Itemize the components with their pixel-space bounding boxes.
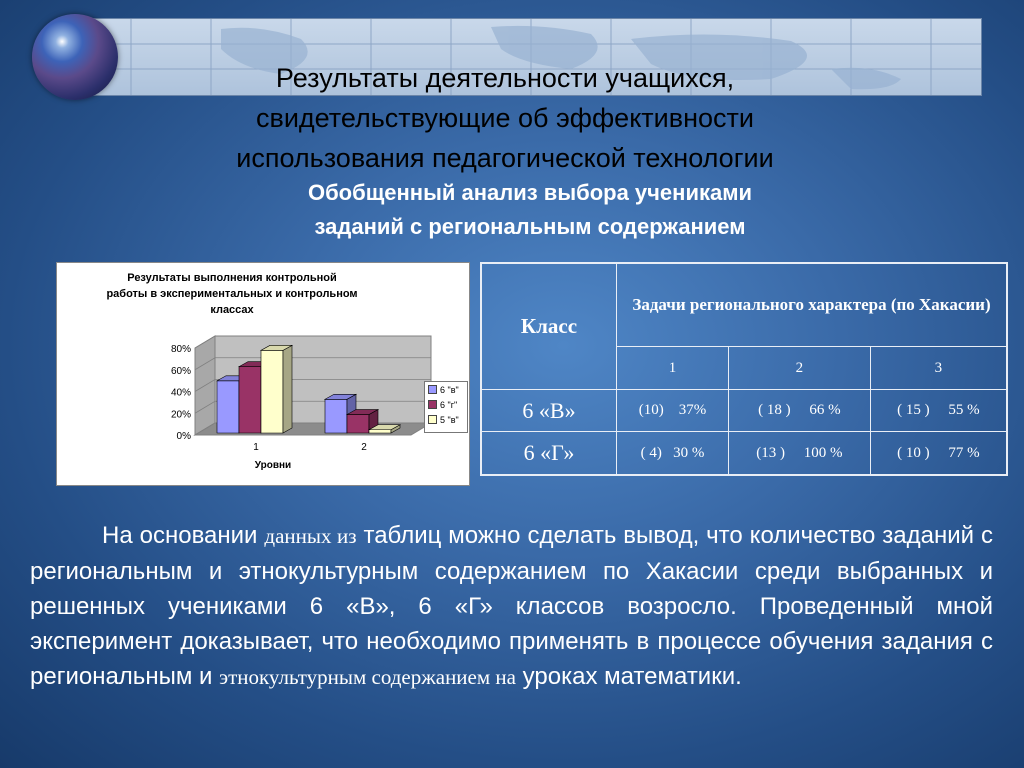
bar xyxy=(261,350,283,433)
y-tick-label: 40% xyxy=(170,387,191,399)
legend-swatch xyxy=(428,400,437,409)
table-cell: ( 18 ) 66 % xyxy=(729,390,871,432)
conclusion-text: этнокультурным содержанием на xyxy=(219,665,516,689)
regional-tasks-table xyxy=(480,262,1008,476)
bar xyxy=(347,415,369,433)
conclusion-text: данных из xyxy=(264,524,357,548)
slide-subtitle: Обобщенный анализ выбора учениками заданий с региональным содержанием xyxy=(307,180,753,239)
header-class: Класс xyxy=(481,263,617,390)
table-cell: (10) 37% xyxy=(617,390,729,432)
bar xyxy=(369,430,391,433)
row-label: 6 «Г» xyxy=(481,432,617,475)
table-cell: ( 4) 30 % xyxy=(617,432,729,475)
legend-label: 6 "г" xyxy=(440,399,458,410)
conclusion-text: уроках математики. xyxy=(515,663,742,690)
table-cell: ( 10 ) 77 % xyxy=(870,432,1007,475)
task-number: 3 xyxy=(870,347,1007,390)
bar-chart-panel xyxy=(56,262,470,486)
task-number: 1 xyxy=(617,347,729,390)
x-tick-label: 2 xyxy=(361,442,367,453)
y-tick-label: 80% xyxy=(170,344,191,355)
table-cell: ( 15 ) 55 % xyxy=(870,390,1007,432)
header-tasks: Задачи регионального характера (по Хакасии) xyxy=(617,263,1008,347)
row-label: 6 «В» xyxy=(481,390,617,432)
y-tick-label: 0% xyxy=(176,431,191,442)
chart-title: Результаты выполнения контрольной работы в экспериментальных и контрольном классах xyxy=(106,272,358,316)
y-tick-label: 20% xyxy=(170,409,191,421)
task-number: 2 xyxy=(729,347,871,390)
bar xyxy=(325,399,347,433)
legend-item xyxy=(425,397,467,412)
bar xyxy=(239,367,261,433)
bar xyxy=(217,381,239,433)
legend-swatch xyxy=(428,385,437,394)
conclusion-paragraph xyxy=(30,518,993,695)
legend-label: 5 "в" xyxy=(440,414,459,425)
bar-side xyxy=(283,345,292,433)
table-cell: (13 ) 100 % xyxy=(729,432,871,475)
legend-swatch xyxy=(428,415,437,424)
legend-label: 6 "в" xyxy=(440,384,459,395)
x-tick-label: 1 xyxy=(253,442,259,453)
x-axis-label: Уровни xyxy=(254,460,292,471)
y-tick-label: 60% xyxy=(170,365,191,377)
chart-legend xyxy=(424,381,468,433)
conclusion-text: На основании xyxy=(102,522,265,549)
table-row xyxy=(481,390,1007,432)
legend-item xyxy=(425,412,467,427)
slide-title: Результаты деятельности учащихся, свидетельствующие об эффективности использования педагогической технологии xyxy=(236,63,774,173)
table-row xyxy=(481,432,1007,475)
conclusion-text: таблиц можно сделать вывод, что количество заданий с региональным и этнокультурным содержанием по Хакасии среди выбранных и решенных учениками 6 «В», 6 «Г» классов возросло. Проведенный мной эксперимент доказывает, что необходимо применять в процессе обучения задания с региональным и xyxy=(30,522,993,690)
legend-item xyxy=(425,382,467,397)
globe-icon xyxy=(32,14,118,100)
